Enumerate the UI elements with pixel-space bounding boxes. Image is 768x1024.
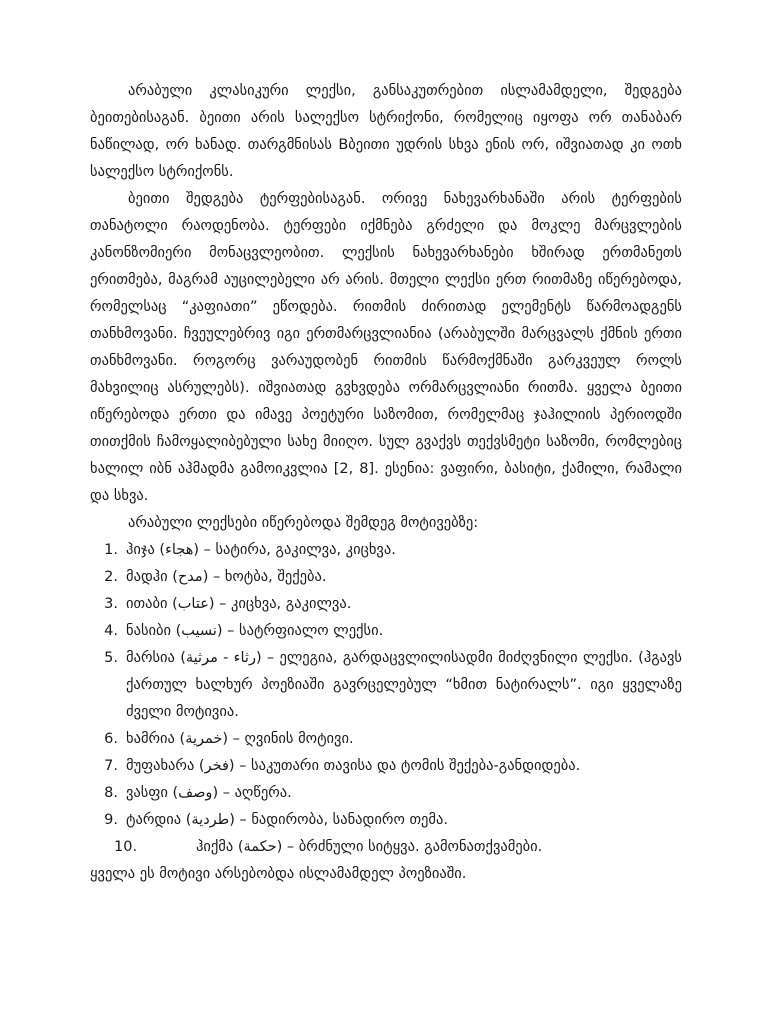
list-item-number: 2. — [104, 569, 118, 585]
list-item-number: 10. — [114, 839, 138, 855]
list-item-number: 5. — [104, 650, 118, 666]
list-item-text: ნასიბი (نسيب) – სატრფიალო ლექსი. — [126, 623, 384, 639]
list-item-text: მუფახარა (فخر) – საკუთარი თავისა და ტომის შექება-განდიდება. — [126, 758, 581, 774]
list-item-number: 3. — [104, 596, 118, 612]
list-item — [90, 780, 682, 807]
list-item — [90, 537, 682, 564]
list-item-text: ტარდია (طردية) – ნადირობა, სანადირო თემა. — [126, 812, 448, 828]
list-item-text: მადჰი (مدح) – ხოტბა, შექება. — [126, 569, 327, 585]
paragraph-motifs-lead: არაბული ლექსები იწერებოდა შემდეგ მოტივებზე: — [128, 515, 479, 531]
list-item — [90, 726, 682, 753]
list-item-text: ითაბი (عتاب) – კიცხვა, გაკილვა. — [126, 596, 352, 612]
list-item — [90, 645, 682, 726]
list-item-text: მარსია (رثاء - مرثية) – ელეგია, გარდაცვლილისადმი მიძღვნილი ლექსი. (ჰგავს ქართულ ხალხურ პოეზიაში გავრცელებულ “ხმით ნატირალს”. იგი ყველაზე ძველი მოტივია. — [126, 650, 682, 720]
list-item-text: ხამრია (خمرية) – ღვინის მოტივი. — [126, 731, 354, 747]
list-item — [90, 753, 682, 780]
paragraph-feet-and-rhyme: ბეითი შედგება ტერფებისაგან. ორივე ნახევარხანაში არის ტერფების თანატოლი რაოდენობა. ტერფები იქმნება გრძელი და მოკლე მარცვლების კანონზომიერი მონაცვლეობით. ლექსის ნახევარხანები ხშირად ერთმანეთს ერითმება, მაგრამ აუცილებელი არ არის. მთელი ლექსი ერთ რითმაზე იწერებოდა, რომელსაც “კაფიათი” ეწოდება. რითმის ძირითად ელემენტს წარმოადგენს თანხმოვანი. ჩვეულებრივ იგი ერთმარცვლიანია (არაბულში მარცვალს ქმნის ერთი თანხმოვანი. როგორც ვარაუდობენ რითმის წარმოქმნაში გარკვეულ როლს მახვილიც ასრულებს). იშვიათად გვხვდება ორმარცვლიანი რითმა. ყველა ბეითი იწერებოდა ერთი და იმავე პოეტური საზომით, რომელმაც ჯაჰილიის პერიოდში თითქმის ჩამოყალიბებული სახე მიიღო. სულ გვაქვს თექვსმეტი საზომი, რომლებიც ხალილ იბნ აჰმადმა გამოიკვლია [2, 8]. ესენია: ვაფირი, ბასიტი, ქამილი, რამალი და სხვა. — [90, 191, 682, 504]
motifs-list — [90, 537, 682, 861]
list-item-number: 4. — [104, 623, 118, 639]
list-item — [90, 807, 682, 834]
list-item-number: 7. — [104, 758, 118, 774]
list-item-number: 8. — [104, 785, 118, 801]
list-item-text: ვასფი (وصف) – აღწერა. — [126, 785, 292, 801]
list-item — [90, 618, 682, 645]
list-item — [90, 591, 682, 618]
list-item — [90, 564, 682, 591]
paragraph-intro: არაბული კლასიკური ლექსი, განსაკუთრებით ისლამამდელი, შედგება ბეითებისაგან. ბეითი არის სალექსო სტრიქონი, რომელიც იყოფა ორ თანაბარ ნაწილად, ორ ხანად. თარგმნისას Bბეითი უდრის სხვა ენის ორ, იშვიათად კი ოთხ სალექსო სტრიქონს. — [90, 83, 682, 180]
list-item-number: 9. — [104, 812, 118, 828]
list-item-text: ჰიჯა (هجاء) – სატირა, გაკილვა, კიცხვა. — [126, 542, 396, 558]
list-item-number: 6. — [104, 731, 118, 747]
list-item — [90, 834, 682, 861]
closing-line: ყველა ეს მოტივი არსებობდა ისლამამდელ პოეზიაში. — [90, 866, 467, 882]
list-item-text: ჰიქმა (حكمة) – ბრძნული სიტყვა. გამონათქვამები. — [196, 839, 543, 855]
list-item-number: 1. — [104, 542, 118, 558]
document-page — [90, 78, 682, 888]
